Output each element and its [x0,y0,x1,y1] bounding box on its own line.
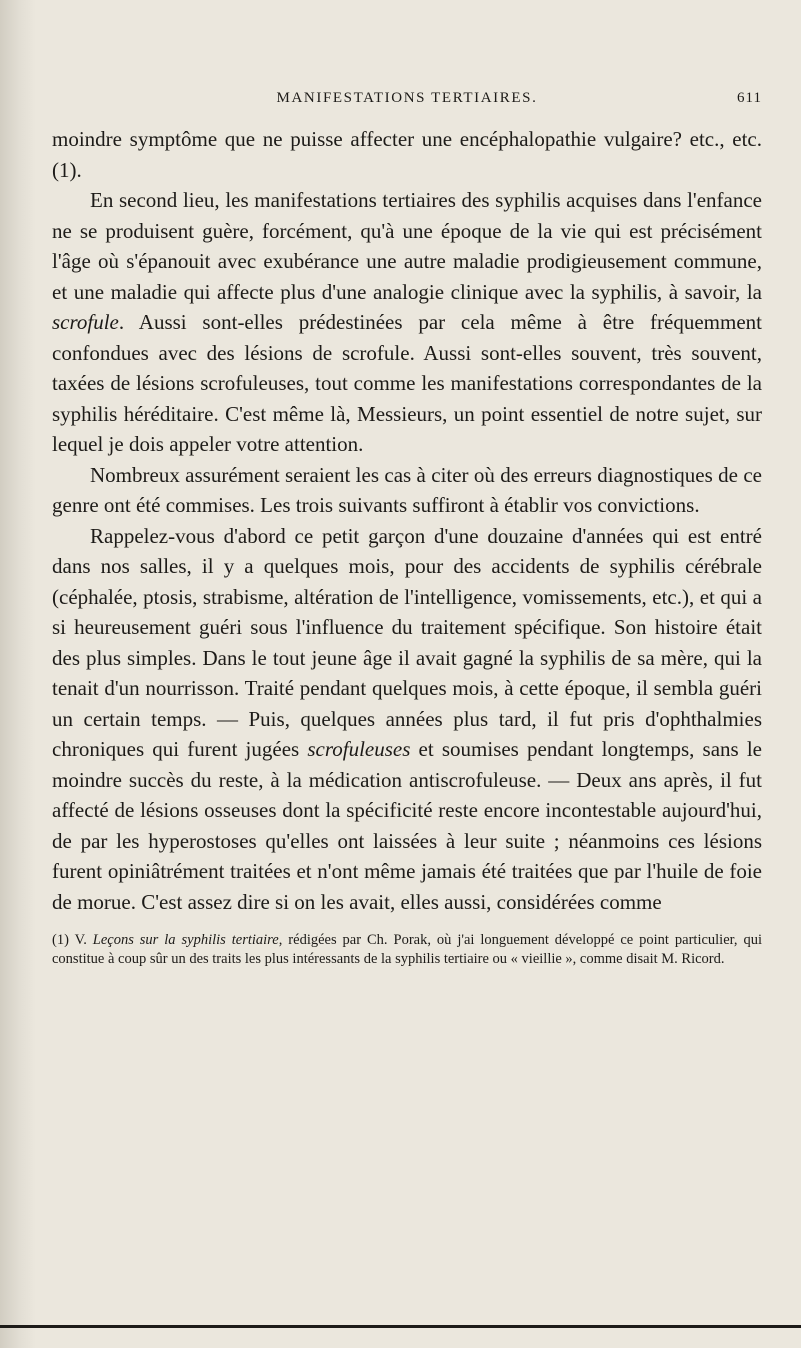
text-run: Rappelez-vous d'abord ce petit garçon d'une douzaine d'années qui est entré dans nos salles, il y a quelques mois, pour des accidents de syphilis cérébrale (céphalée, ptosis, strabisme, altération de l'intelligence, vomissements, etc.), et qui a si heureusement guéri sous l'influence du traitement spécifique. Son histoire était des plus simples. Dans le tout jeune âge il avait gagné la syphilis de sa mère, qui la tenait d'un nourrisson. Traité pendant quelques mois, à cette époque, il sembla guéri un certain temps. — Puis, quelques années plus tard, il fut pris d'ophthalmies chroniques qui furent jugées [52,523,762,761]
page-number: 611 [737,90,762,106]
body-text [52,124,762,917]
italic-text: scrofuleuses [307,737,411,761]
text-run: . Aussi sont-elles prédestinées par cela même à être fréquemment confondues avec des lésions de scrofule. Aussi sont-elles souvent, très souvent, taxées de lésions scrofuleuses, tout comme les manifestations correspondantes de la syphilis héréditaire. C'est même là, Messieurs, un point essentiel de notre sujet, sur lequel je dois appeler votre attention. [52,310,762,456]
text-run: et soumises pendant longtemps, sans le moindre succès du reste, à la médication antiscrofuleuse. — Deux ans après, il fut affecté de lésions osseuses dont la spécificité reste encore incontestable aujourd'hui, de par les hyperostoses qu'elles ont laissées à leur suite ; néanmoins ces lésions furent opiniâtrément traitées et n'ont même jamais été traitées que par l'huile de foie de morue. C'est assez dire si on les avait, elles aussi, considérées comme [52,737,762,914]
book-page [52,84,762,968]
italic-text: scrofule [52,310,119,334]
text-run: Nombreux assurément seraient les cas à citer où des erreurs diagnostiques de ce genre ont été commises. Les trois suivants suffiront à établir vos convictions. [52,462,762,517]
text-run: moindre symptôme que ne puisse affecter une encéphalopathie vulgaire? etc., etc. (1). [52,127,762,182]
running-head [52,84,762,124]
paragraph [52,124,762,185]
running-head-title: MANIFESTATIONS TERTIAIRES. [276,90,538,106]
paragraph [52,185,762,460]
text-run: , rédigées par Ch. Porak, où j'ai longuement développé ce point particulier, qui constitue à coup sûr un des traits les plus intéressants de la syphilis tertiaire ou « vieillie », comme disait M. Ricord. [52,932,762,967]
paragraph [52,521,762,918]
footnotes [52,931,762,968]
text-run: En second lieu, les manifestations tertiaires des syphilis acquises dans l'enfance ne se produisent guère, forcément, qu'à une époque de la vie qui est précisément l'âge où s'épanouit avec exubérance une autre maladie prodigieusement commune, et une maladie qui affecte plus d'une analogie clinique avec la syphilis, à savoir, la [52,188,762,304]
book-gutter-shadow [0,0,36,1348]
footnote [52,931,762,968]
text-run: (1) V. [52,932,93,948]
paragraph [52,460,762,521]
italic-text: Leçons sur la syphilis tertiaire [92,932,279,948]
page-bottom-edge [0,1325,801,1328]
